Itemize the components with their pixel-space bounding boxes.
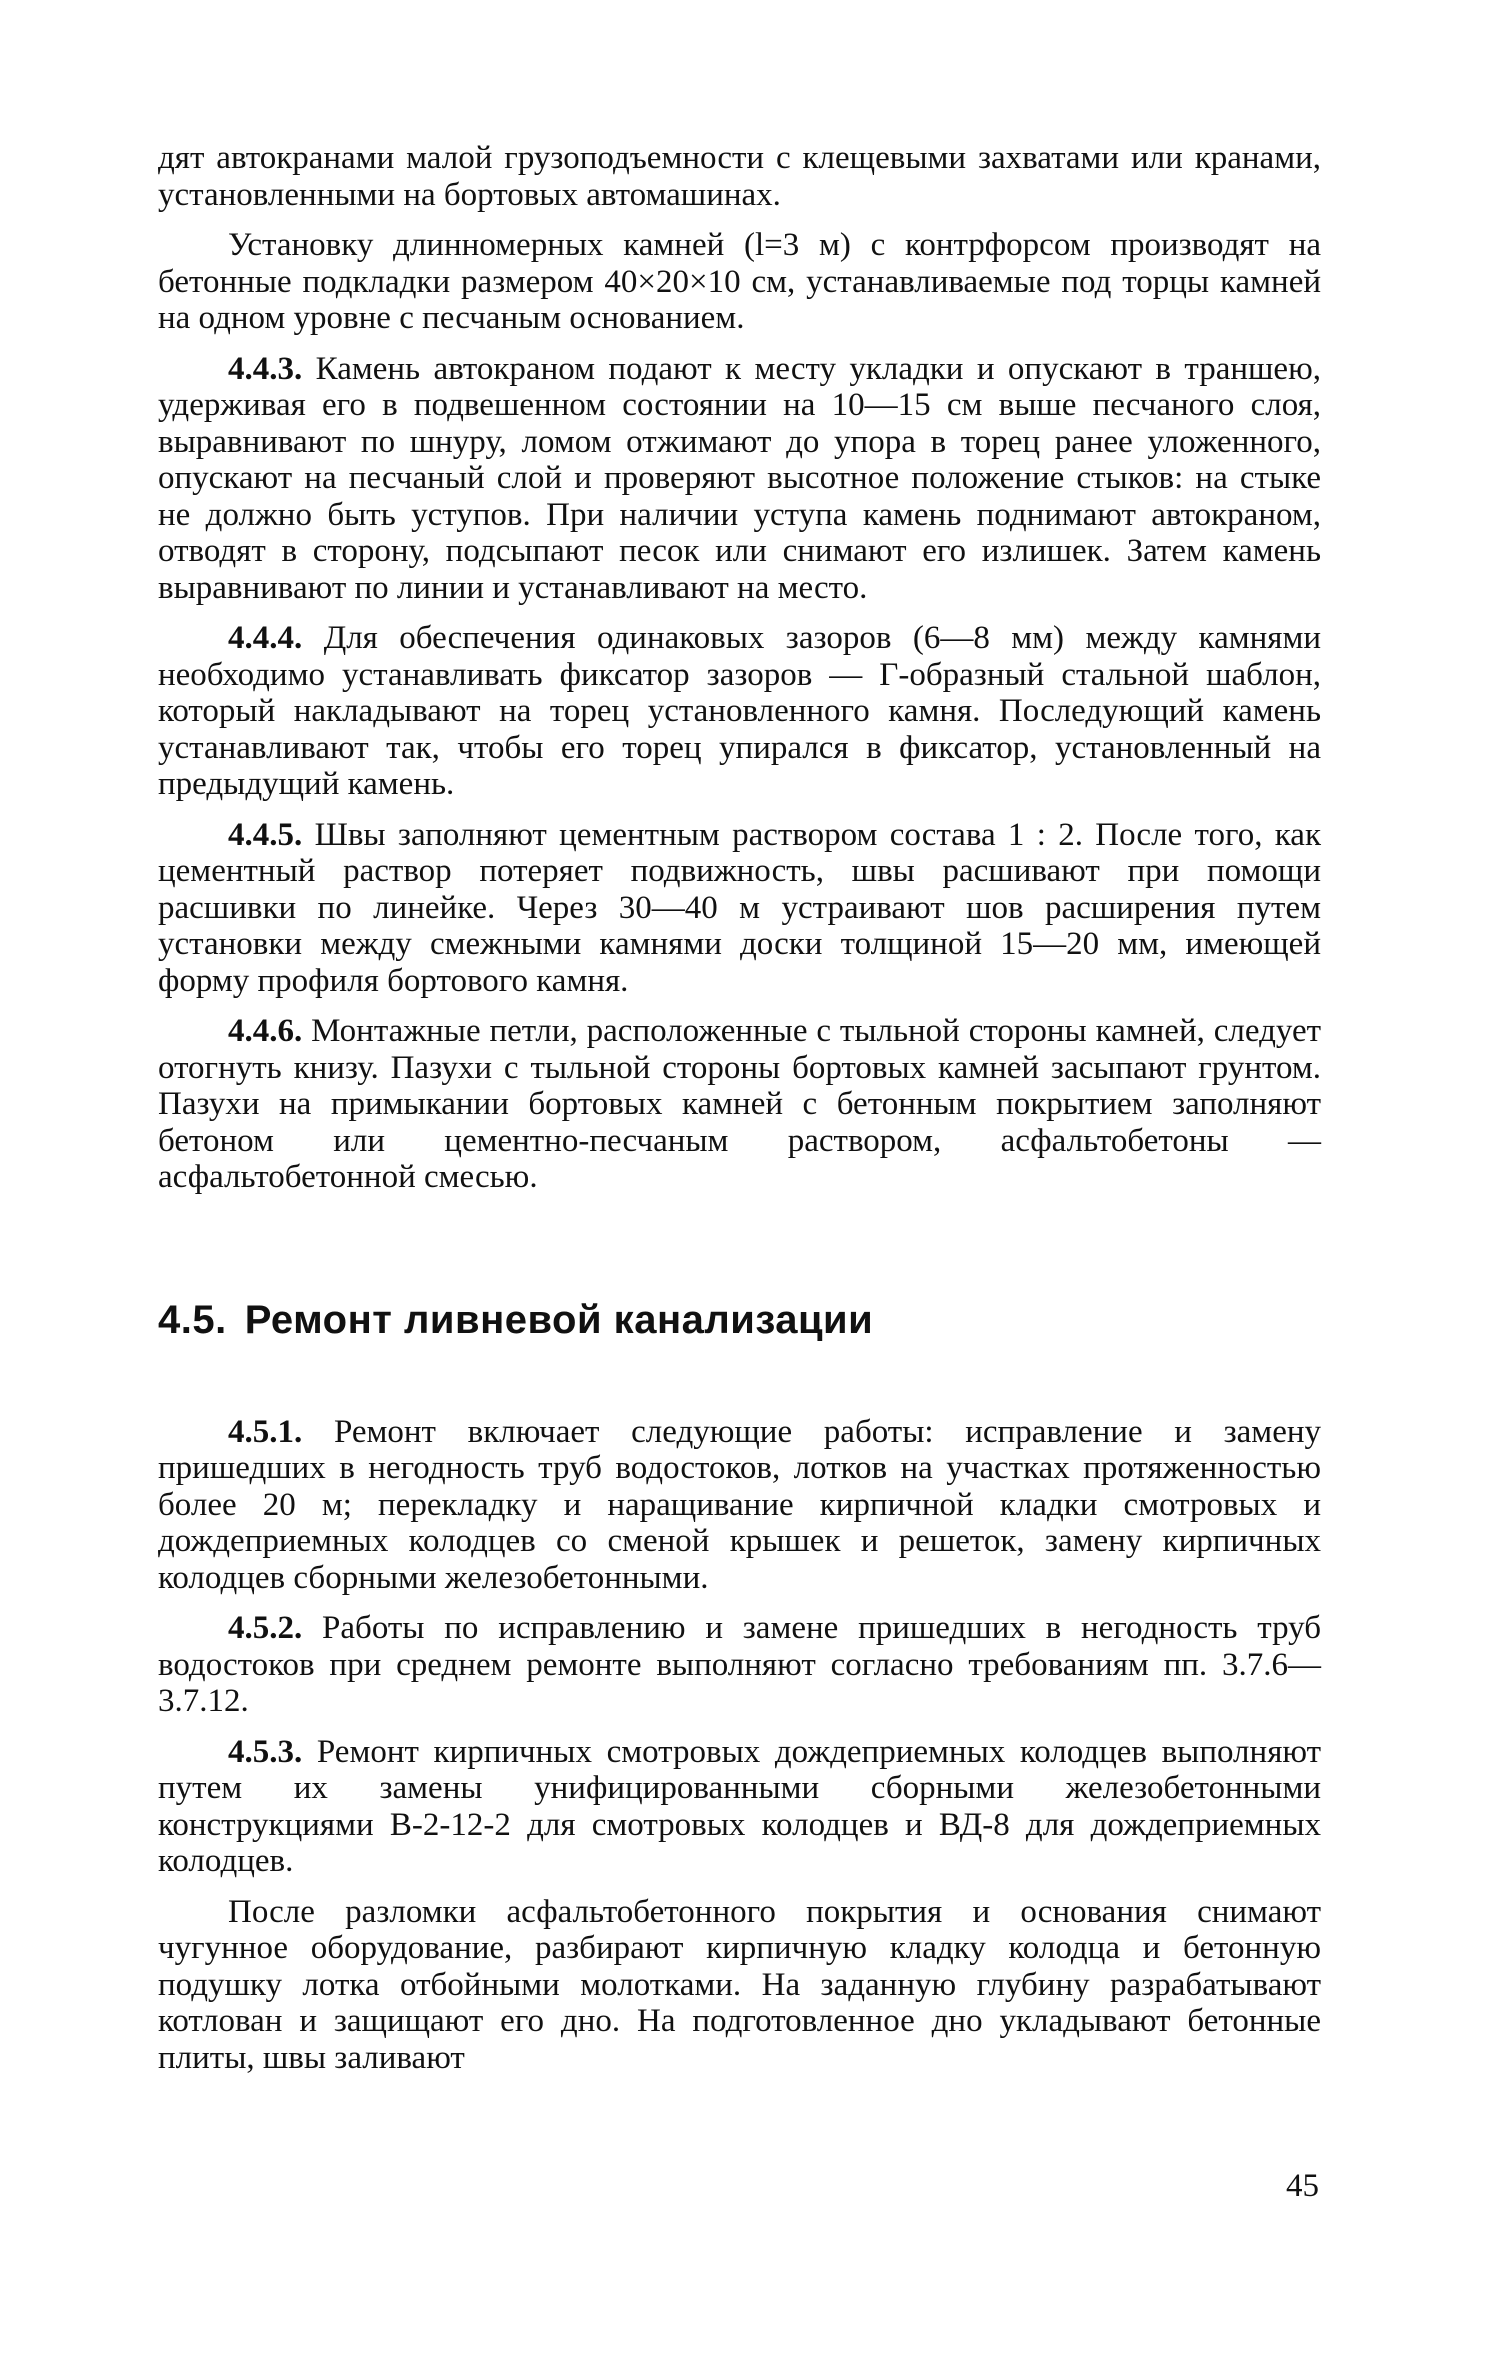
- paragraph-number: 4.5.2.: [228, 1610, 303, 1646]
- paragraph-number: 4.4.4.: [228, 620, 303, 656]
- paragraph-number: 4.4.3.: [228, 350, 303, 387]
- section-number: 4.5.: [158, 1297, 227, 1342]
- section-title: Ремонт ливневой канализации: [244, 1297, 874, 1342]
- paragraph-text: После разломки асфальтобетонного покрытия и основания снимают чугунное оборудование, разбирают кирпичную кладку колодца и бетонную подушку лотка отбойными молотками. На заданную глубину разрабатывают котлован и защищают его дно. На подготовленное дно укладывают бетонные плиты, швы заливают: [158, 1893, 1321, 2076]
- paragraph-4-4-6: [158, 1013, 1321, 1196]
- paragraph-text: дят автокранами малой грузоподъемности с клещевыми захватами или кранами, установленными на бортовых автомашинах.: [158, 140, 1321, 213]
- paragraph-number: 4.4.5.: [228, 816, 303, 853]
- page-number: 45: [1286, 2168, 1319, 2204]
- paragraph-4-4-5: [158, 817, 1321, 1000]
- paragraph-text: Для обеспечения одинаковых зазоров (6—8 мм) между камнями необходимо устанавливать фиксатор зазоров — Г-образный стальной шаблон, который накладывают на торец установленного камня. Последующий камень устанавливают так, чтобы его торец упирался в фиксатор, установленный на предыдущий камень.: [158, 620, 1321, 802]
- paragraph-text: Работы по исправлению и замене пришедших в негодность труб водостоков при среднем ремонте выполняют согласно требованиям пп. 3.7.6—3.7.12.: [158, 1610, 1321, 1719]
- paragraph-text: Швы заполняют цементным раствором состава 1 : 2. После того, как цементный раствор потеряет подвижность, швы расшивают при помощи расшивки по линейке. Через 30—40 м устраивают шов расширения путем установки между смежными камнями доски толщиной 15—20 мм, имеющей форму профиля бортового камня.: [158, 816, 1321, 999]
- paragraph-number: 4.5.3.: [228, 1733, 303, 1770]
- paragraph-text: Ремонт включает следующие работы: исправление и замену пришедших в негодность труб водостоков, лотков на участках протяженностью более 20 м; перекладку и наращивание кирпичной кладки смотровых и дождеприемных колодцев со сменой крышек и решеток, замену кирпичных колодцев сборными железобетонными.: [158, 1413, 1321, 1596]
- paragraph-kerb-installation: [158, 227, 1321, 337]
- page-body: [158, 140, 1321, 2076]
- paragraph-4-5-2: [158, 1610, 1321, 1720]
- paragraph-4-5-3: [158, 1734, 1321, 1880]
- paragraph-continuation: [158, 140, 1321, 213]
- paragraph-number: 4.4.6.: [228, 1013, 303, 1049]
- paragraph-text: Камень автокраном подают к месту укладки и опускают в траншею, удерживая его в подвешенном состоянии на 10—15 см выше песчаного слоя, выравнивают по шнуру, ломом отжимают до упора в торец ранее уложенного, опускают на песчаный слой и проверяют высотное положение стыков: на стыке не должно быть уступов. При наличии уступа камень поднимают автокраном, отводят в сторону, подсыпают песок или снимают его излишек. Затем камень выравнивают по линии и устанавливают на место.: [158, 350, 1321, 606]
- section-heading: [158, 1296, 1321, 1344]
- paragraph-text: Установку длинномерных камней (l=3 м) с контрфорсом производят на бетонные подкладки размером 40×20×10 см, устанавливаемые под торцы камней на одном уровне с песчаным основанием.: [158, 227, 1321, 336]
- paragraph-text: Монтажные петли, расположенные с тыльной стороны камней, следует отогнуть книзу. Пазухи с тыльной стороны бортовых камней засыпают грунтом. Пазухи на примыкании бортовых камней с бетонным покрытием заполняют бетоном или цементно-песчаным раствором, асфальтобетоны — асфальтобетонной смесью.: [158, 1013, 1322, 1195]
- paragraph-number: 4.5.1.: [228, 1413, 303, 1450]
- paragraph-demolition: [158, 1894, 1321, 2077]
- paragraph-4-5-1: [158, 1414, 1321, 1597]
- paragraph-4-4-3: [158, 351, 1321, 607]
- paragraph-4-4-4: [158, 620, 1321, 803]
- paragraph-text: Ремонт кирпичных смотровых дождеприемных колодцев выполняют путем их замены унифицированными сборными железобетонными конструкциями В-2-12-2 для смотровых колодцев и ВД-8 для дождеприемных колодцев.: [158, 1733, 1322, 1879]
